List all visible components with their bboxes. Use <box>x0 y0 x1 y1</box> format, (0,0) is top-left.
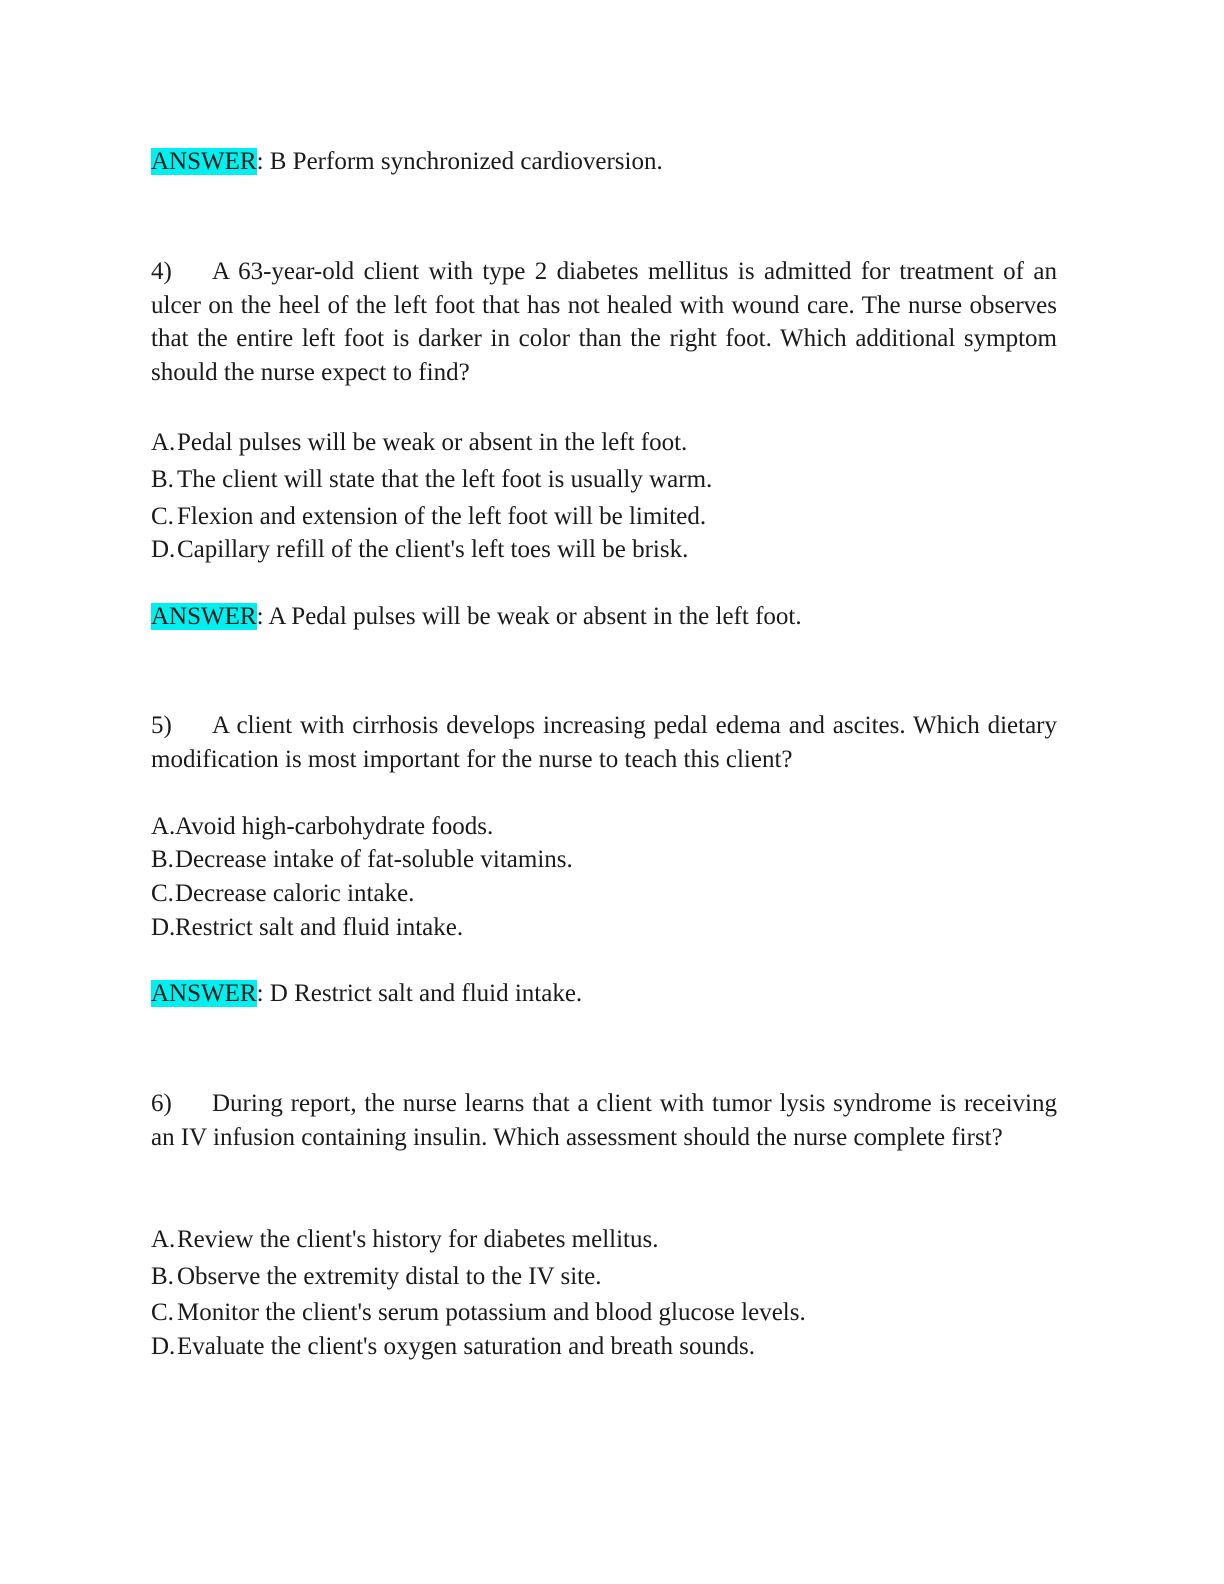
answer-text: : D Restrict salt and fluid intake. <box>256 980 583 1007</box>
option-letter: D. <box>151 536 176 563</box>
answer-label-highlight: ANSWER <box>151 603 257 630</box>
option-5c <box>151 877 414 911</box>
option-6a <box>151 1223 658 1257</box>
option-letter: B. <box>151 846 174 873</box>
option-5d <box>151 911 463 945</box>
question-number: 5) <box>151 712 172 739</box>
question-4 <box>151 255 1057 389</box>
option-6b <box>151 1260 601 1294</box>
option-text: Evaluate the client's oxygen saturation and breath sounds. <box>177 1333 755 1360</box>
answer-5 <box>151 977 582 1011</box>
option-letter: D. <box>151 1333 176 1360</box>
option-letter: A. <box>151 813 176 840</box>
option-letter: A. <box>151 429 176 456</box>
option-4a <box>151 426 687 460</box>
option-text: Observe the extremity distal to the IV site. <box>177 1263 602 1290</box>
option-text: Restrict salt and fluid intake. <box>175 914 464 941</box>
option-letter: B. <box>151 1263 174 1290</box>
option-4b <box>151 463 712 497</box>
option-letter: C. <box>151 503 174 530</box>
option-letter: C. <box>151 880 174 907</box>
option-4c <box>151 500 706 534</box>
answer-text: : B Perform synchronized cardioversion. <box>256 148 663 175</box>
option-5a <box>151 810 493 844</box>
answer-4 <box>151 600 802 634</box>
option-letter: B. <box>151 466 174 493</box>
option-text: Pedal pulses will be weak or absent in the left foot. <box>177 429 688 456</box>
option-letter: A. <box>151 1226 176 1253</box>
option-6c <box>151 1296 806 1330</box>
question-number: 4) <box>151 258 172 285</box>
answer-label-highlight: ANSWER <box>151 980 257 1007</box>
option-6d <box>151 1330 755 1364</box>
question-text: During report, the nurse learns that a client with tumor lysis syndrome is receiving an IV infusion containing insulin. Which assessment should the nurse complete first? <box>151 1090 1057 1151</box>
option-5b <box>151 843 573 877</box>
option-text: The client will state that the left foot is usually warm. <box>177 466 713 493</box>
option-text: Monitor the client's serum potassium and blood glucose levels. <box>177 1299 806 1326</box>
option-4d <box>151 533 688 567</box>
question-5 <box>151 709 1057 776</box>
question-text: A 63-year-old client with type 2 diabetes mellitus is admitted for treatment of an ulcer on the heel of the left foot that has not healed with wound care. The nurse observes that the entire left foot is darker in color than the right foot. Which additional symptom should the nurse expect to find? <box>151 258 1057 386</box>
question-6 <box>151 1087 1057 1154</box>
answer-3 <box>151 145 663 179</box>
question-number: 6) <box>151 1090 172 1117</box>
option-text: Review the client's history for diabetes mellitus. <box>177 1226 659 1253</box>
question-text: A client with cirrhosis develops increasing pedal edema and ascites. Which dietary modification is most important for the nurse to teach this client? <box>151 712 1057 773</box>
option-text: Capillary refill of the client's left toes will be brisk. <box>177 536 689 563</box>
option-text: Avoid high-carbohydrate foods. <box>175 813 494 840</box>
answer-label-highlight: ANSWER <box>151 148 257 175</box>
option-text: Decrease caloric intake. <box>175 880 415 907</box>
option-letter: C. <box>151 1299 174 1326</box>
option-letter: D. <box>151 914 176 941</box>
answer-text: : A Pedal pulses will be weak or absent in the left foot. <box>256 603 802 630</box>
option-text: Decrease intake of fat-soluble vitamins. <box>175 846 573 873</box>
option-text: Flexion and extension of the left foot will be limited. <box>177 503 707 530</box>
